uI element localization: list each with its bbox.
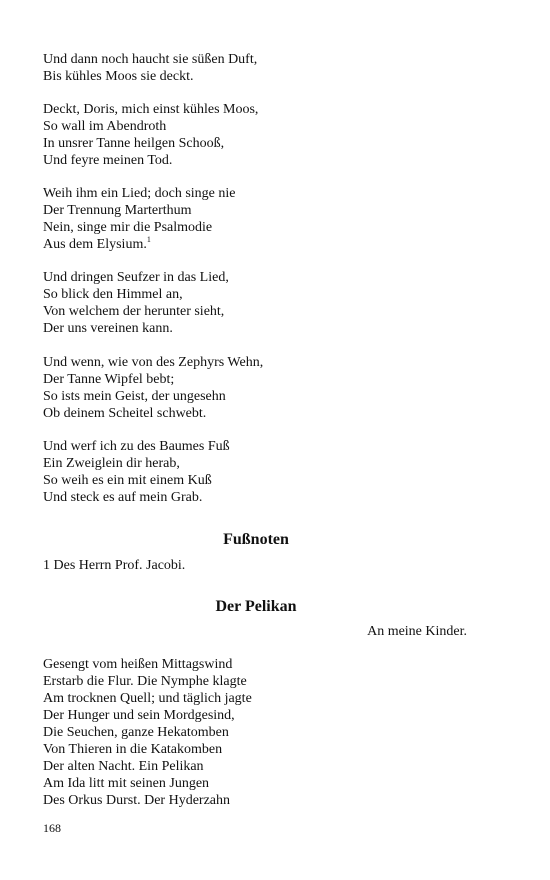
stanza-5	[43, 354, 263, 422]
verse-line: Und feyre meinen Tod.	[43, 153, 173, 168]
verse-line: Am trocknen Quell; und täglich jagte	[43, 691, 252, 706]
verse-line: Des Orkus Durst. Der Hyderzahn	[43, 793, 231, 808]
verse-line: Gesengt vom heißen Mittagswind	[43, 657, 233, 672]
page-number: 168	[43, 821, 61, 835]
footnote-reference[interactable]: 1	[146, 235, 151, 244]
verse-text: Aus dem Elysium.	[43, 237, 147, 252]
stanza-6	[43, 438, 230, 506]
poem2-stanza	[43, 656, 252, 809]
footnotes-heading: Fußnoten	[223, 531, 289, 548]
verse-line: Von Thieren in die Katakomben	[43, 742, 223, 757]
verse-line: Von welchem der herunter sieht,	[43, 304, 225, 319]
stanza-1	[43, 51, 257, 85]
verse-line: Der Trennung Marterthum	[43, 203, 192, 218]
poem-title: Der Pelikan	[215, 598, 297, 615]
verse-line: So blick den Himmel an,	[43, 287, 183, 302]
verse-line: Ein Zweiglein dir herab,	[43, 456, 180, 471]
verse-line: In unsrer Tanne heilgen Schooß,	[43, 136, 225, 151]
verse-line: Erstarb die Flur. Die Nymphe klagte	[43, 674, 247, 689]
stanza-2	[43, 101, 258, 169]
verse-line: Der alten Nacht. Ein Pelikan	[43, 759, 204, 774]
verse-line: Weih ihm ein Lied; doch singe nie	[43, 186, 236, 201]
verse-line: Deckt, Doris, mich einst kühles Moos,	[43, 102, 259, 117]
verse-line: Ob deinem Scheitel schwebt.	[43, 406, 207, 421]
verse-line: So wall im Abendroth	[43, 119, 167, 134]
verse-line: Nein, singe mir die Psalmodie	[43, 220, 213, 235]
stanza-3	[43, 185, 236, 253]
verse-line: Der Hunger und sein Mordgesind,	[43, 708, 235, 723]
verse-line: Die Seuchen, ganze Hekatomben	[43, 725, 229, 740]
verse-line: So weih es ein mit einem Kuß	[43, 473, 212, 488]
verse-line-with-footnote	[43, 236, 236, 253]
verse-line: Am Ida litt mit seinen Jungen	[43, 776, 210, 791]
stanza-4	[43, 269, 229, 337]
footnote-item: 1 Des Herrn Prof. Jacobi.	[43, 558, 186, 573]
verse-line: Und werf ich zu des Baumes Fuß	[43, 439, 230, 454]
verse-line: Und wenn, wie von des Zephyrs Wehn,	[43, 355, 264, 370]
poem-dedication: An meine Kinder.	[367, 624, 467, 639]
verse-line: Der uns vereinen kann.	[43, 321, 173, 336]
verse-line: So ists mein Geist, der ungesehn	[43, 389, 226, 404]
verse-line: Und dringen Seufzer in das Lied,	[43, 270, 229, 285]
verse-line: Und steck es auf mein Grab.	[43, 490, 203, 505]
verse-line: Und dann noch haucht sie süßen Duft,	[43, 52, 258, 67]
verse-line: Bis kühles Moos sie deckt.	[43, 69, 194, 84]
verse-line: Der Tanne Wipfel bebt;	[43, 372, 175, 387]
